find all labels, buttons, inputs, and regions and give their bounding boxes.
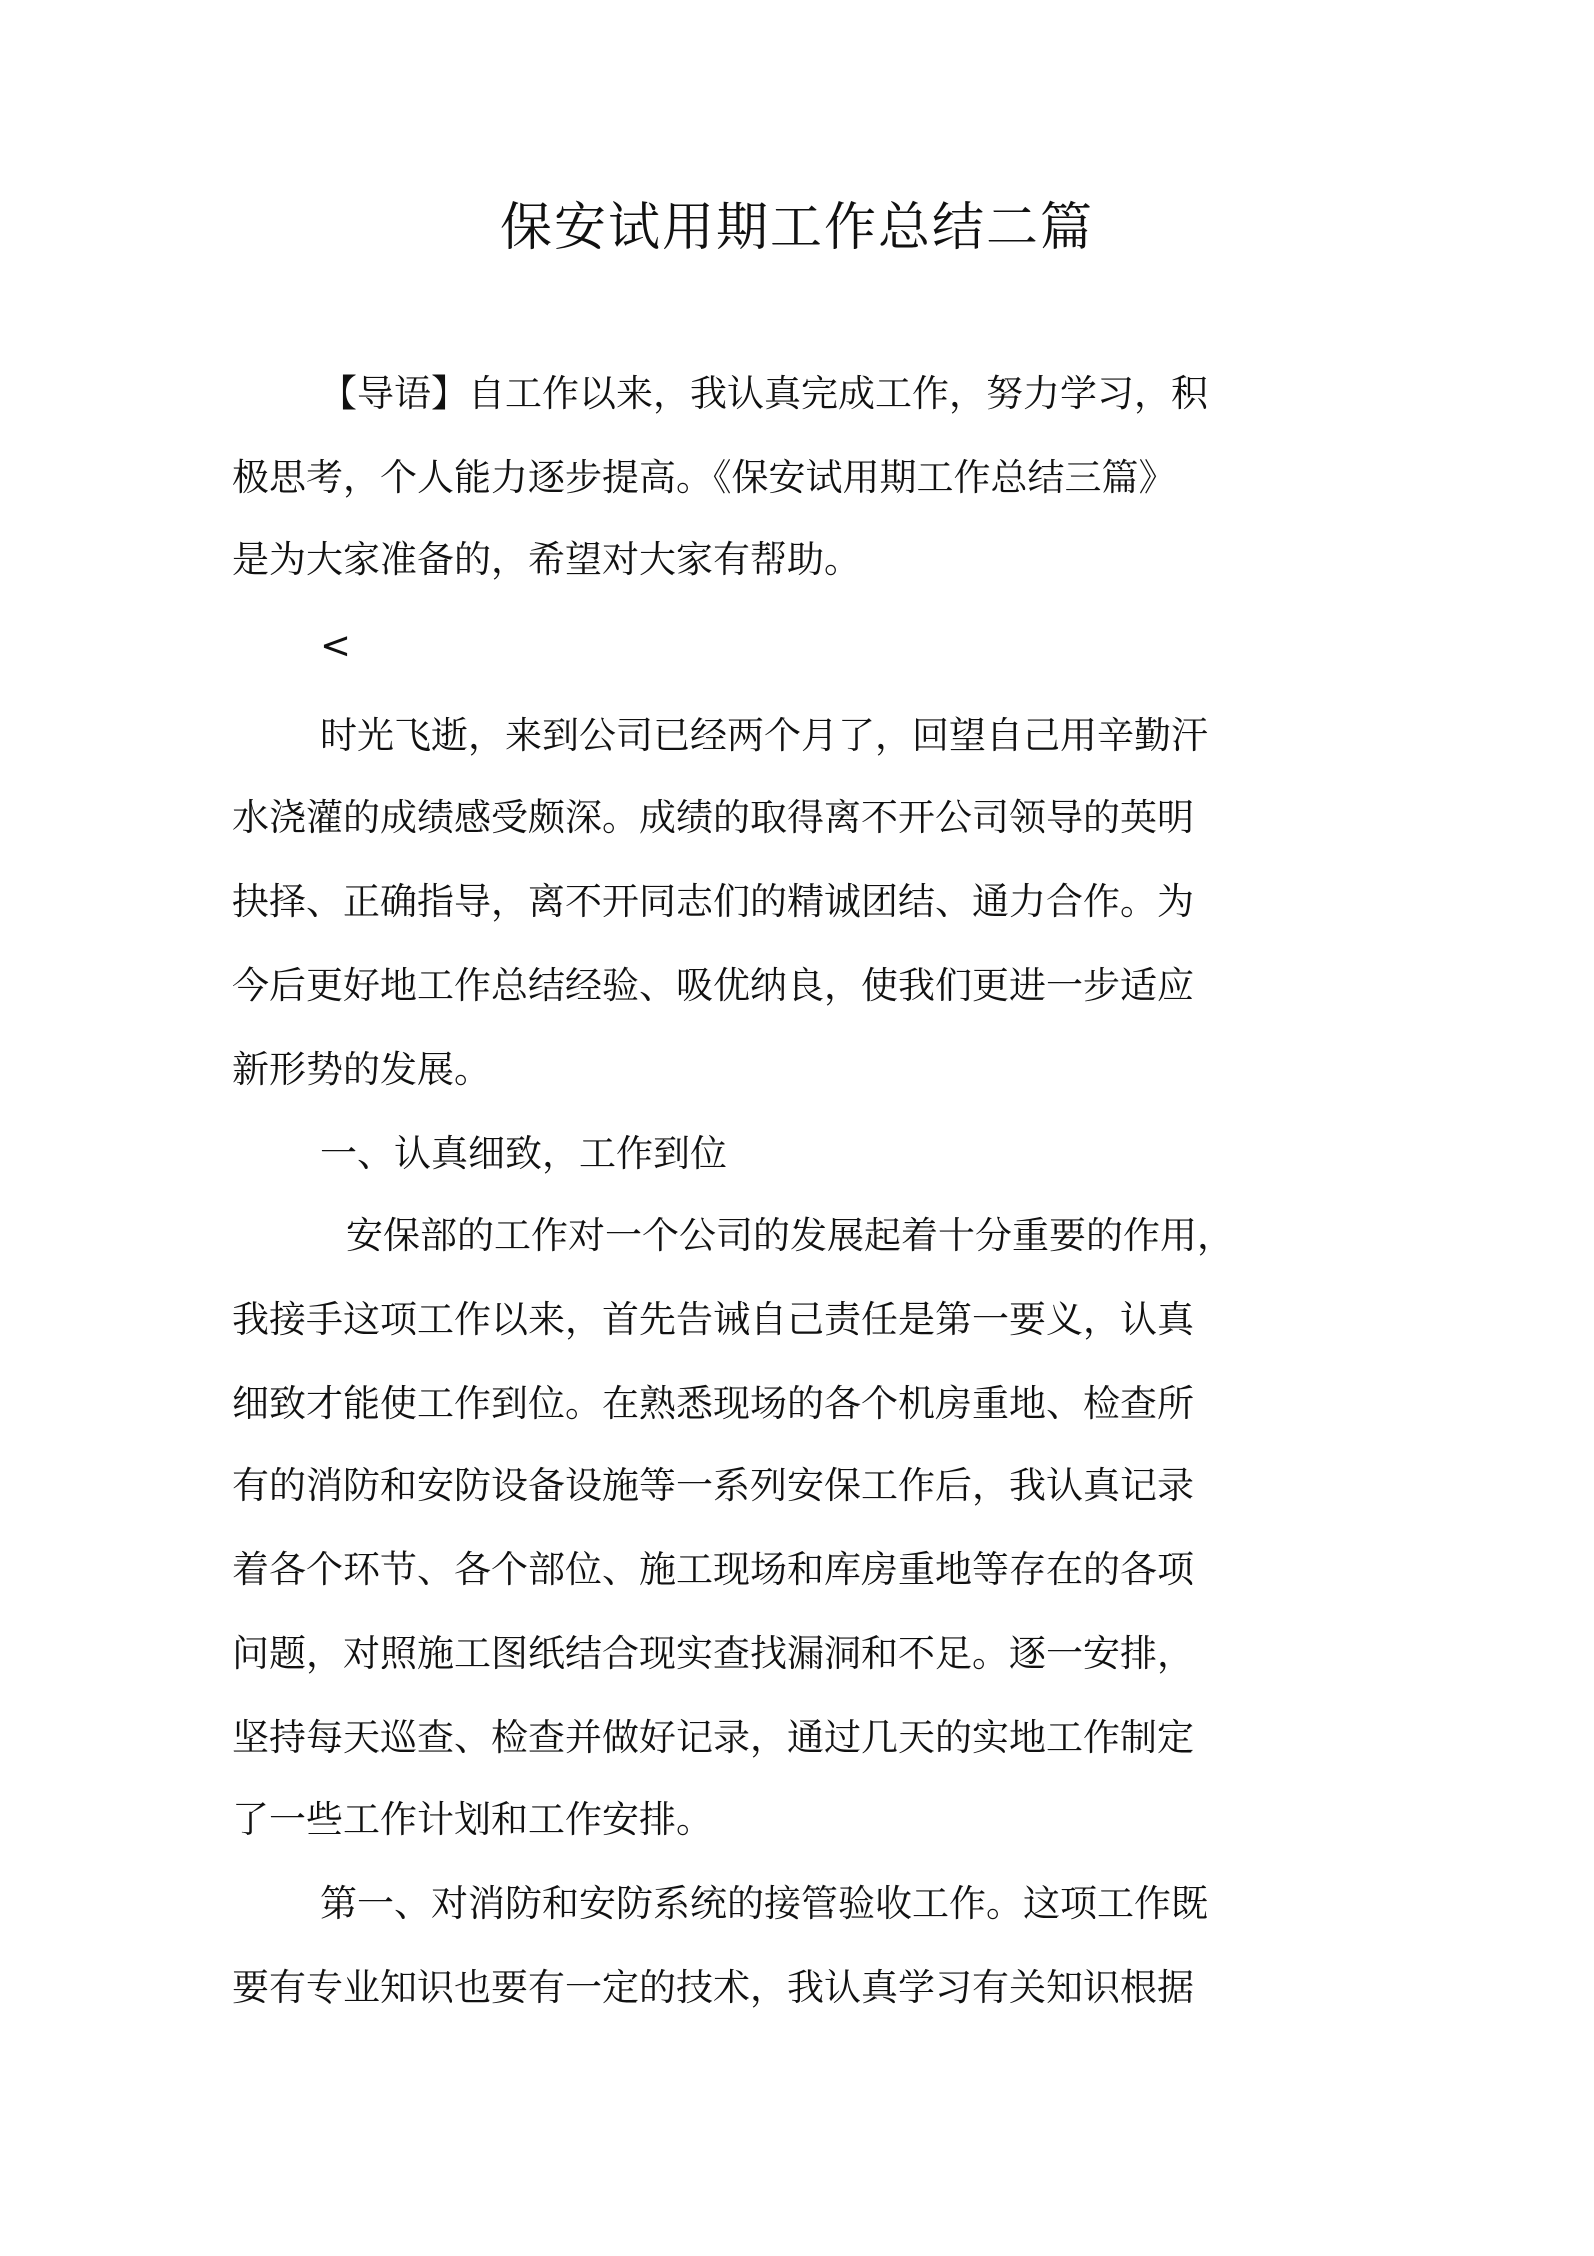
paragraph-line: 坚持每天巡查、检查并做好记录，通过几天的实地工作制定 — [232, 1716, 1194, 1759]
paragraph-line — [232, 1046, 491, 1094]
paragraph-line: 细致才能使工作到位。在熟悉现场的各个机房重地、检查所 — [232, 1382, 1194, 1425]
paragraph-line: 今后更好地工作总结经验、吸优纳良，使我们更进一步适应 — [232, 964, 1194, 1007]
intro-line: 极思考，个人能力逐步提高。《保安试用期工作总结三篇》 — [232, 456, 1176, 499]
paragraph-line: 我接手这项工作以来，首先告诫自己责任是第一要义，认真 — [232, 1298, 1194, 1341]
marker-symbol: < — [320, 624, 352, 667]
section-heading: 一、认真细致，工作到位 — [320, 1132, 727, 1175]
document-title: 保安试用期工作总结二篇 — [499, 198, 1094, 258]
paragraph-line: 有的消防和安防设备设施等一系列安保工作后，我认真记录 — [232, 1464, 1194, 1507]
paragraph-line: 要有专业知识也要有一定的技术，我认真学习有关知识根据 — [232, 1966, 1194, 2009]
paragraph-text: 了一些工作计划和工作安排。 — [232, 1798, 713, 1841]
paragraph-line: 安保部的工作对一个公司的发展起着十分重要的作用， — [346, 1214, 1234, 1257]
paragraph-line: 水浇灌的成绩感受颇深。成绩的取得离不开公司领导的英明 — [232, 796, 1194, 839]
paragraph-line: 问题，对照施工图纸结合现实查找漏洞和不足。逐一安排， — [232, 1632, 1194, 1675]
paragraph-line — [232, 1796, 713, 1844]
paragraph-line: 时光飞逝，来到公司已经两个月了，回望自己用辛勤汗 — [320, 714, 1208, 757]
intro-line: 【导语】自工作以来，我认真完成工作，努力学习，积 — [320, 372, 1208, 415]
paragraph-line: 着各个环节、各个部位、施工现场和库房重地等存在的各项 — [232, 1548, 1194, 1591]
paragraph-text: 新形势的发展。 — [232, 1048, 491, 1091]
paragraph-line: 第一、对消防和安防系统的接管验收工作。这项工作既 — [320, 1882, 1208, 1925]
intro-line: 是为大家准备的，希望对大家有帮助。 — [232, 538, 861, 581]
paragraph-line: 抉择、正确指导，离不开同志们的精诚团结、通力合作。为 — [232, 880, 1194, 923]
